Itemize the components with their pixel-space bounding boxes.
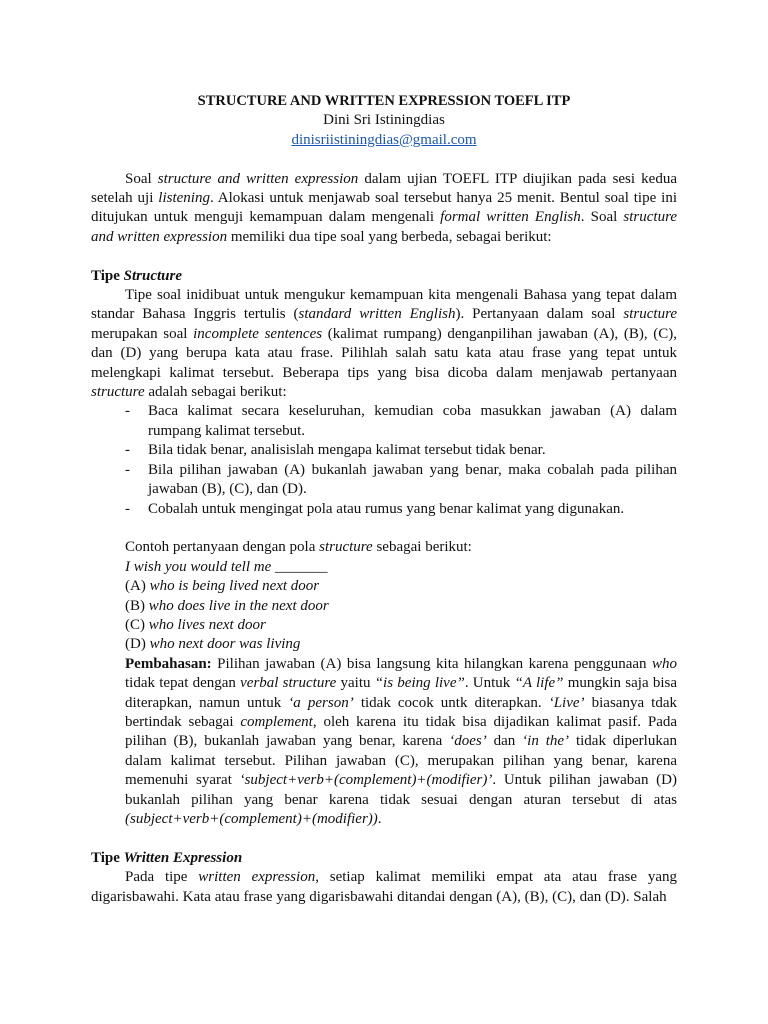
- list-item: - Bila pilihan jawaban (A) bukanlah jawaban yang benar, maka cobalah pada pilihan jawaban (B), (C), dan (D).: [125, 461, 677, 498]
- author-name: Dini Sri Istiningdias: [323, 112, 445, 129]
- document-title: STRUCTURE AND WRITTEN EXPRESSION TOEFL ITP: [197, 93, 571, 109]
- option-d: (D) who next door was living: [125, 636, 301, 653]
- option-c: (C) who lives next door: [125, 616, 266, 633]
- intro-paragraph: Soal structure and written expression dalam ujian TOEFL ITP diujikan pada sesi kedua setelah uji listening. Alokasi untuk menjawab soal tersebut hanya 25 menit. Bentul soal tipe ini ditujukan untuk menguji kemampuan dalam mengenali formal written English. Soal structure and written expression memiliki dua tipe soal yang berbeda, sebagai berikut:: [91, 170, 678, 245]
- discussion-paragraph: Pembahasan: Pilihan jawaban (A) bisa langsung kita hilangkan karena penggunaan who tidak tepat dengan verbal structure yaitu “is being live”. Untuk “A life” mungkin saja bisa diterapkan, namun untuk ‘a person’ tidak cocok untk diterapkan. ‘Live’ biasanya tdak bertindak sebagai complement, oleh karena itu tidak bisa dijadikan kalimat pasif. Pada pilihan (B), bukanlah jawaban yang benar, karena ‘does’ dan ‘in the’ tidak diperlukan dalam kalimat tersebut. Pilihan jawaban (C), merupakan pilihan yang benar, karena memenuhi syarat ‘subject+verb+(complement)+(modifier)’. Untuk pilihan jawaban (D) bukanlah pilihan yang benar karena tidak sesuai dengan aturan tersebut di atas (subject+verb+(complement)+(modifier)).: [125, 655, 678, 827]
- list-item: - Cobalah untuk mengingat pola atau rumus yang benar kalimat yang digunakan.: [125, 500, 625, 517]
- option-a: (A) who is being lived next door: [125, 578, 320, 595]
- list-item: - Bila tidak benar, analisislah mengapa kalimat tersebut tidak benar.: [125, 442, 546, 459]
- tips-list: [91, 402, 677, 518]
- example-intro: Contoh pertanyaan dengan pola structure sebagai berikut:: [125, 539, 472, 556]
- option-b: (B) who does live in the next door: [125, 597, 329, 614]
- structure-paragraph: Tipe soal inidibuat untuk mengukur kemampuan kita mengenali Bahasa yang tepat dalam standar Bahasa Inggris tertulis (standard written English). Pertanyaan dalam soal structure merupakan soal incomplete sentences (kalimat rumpang) denganpilihan jawaban (A), (B), (C), dan (D) yang berupa kata atau frase. Pilihlah salah satu kata atau frase yang tepat untuk melengkapi kalimat tersebut. Beberapa tips yang bisa dicoba dalam menjawab pertanyaan structure adalah sebagai berikut:: [91, 287, 678, 401]
- written-expression-heading: Tipe Written Expression: [91, 849, 243, 866]
- structure-heading: Tipe Structure: [91, 267, 183, 284]
- example-question: I wish you would tell me _______: [125, 558, 328, 575]
- written-expression-paragraph: Pada tipe written expression, setiap kalimat memiliki empat ata atau frase yang digarisbawahi. Kata atau frase yang digarisbawahi ditandai dengan (A), (B), (C), dan (D). Salah: [91, 869, 677, 905]
- author-email-link[interactable]: dinisriistiningdias@gmail.com: [291, 131, 477, 148]
- list-item: - Baca kalimat secara keseluruhan, kemudian coba masukkan jawaban (A) dalam rumpang kalimat tersebut.: [125, 403, 677, 439]
